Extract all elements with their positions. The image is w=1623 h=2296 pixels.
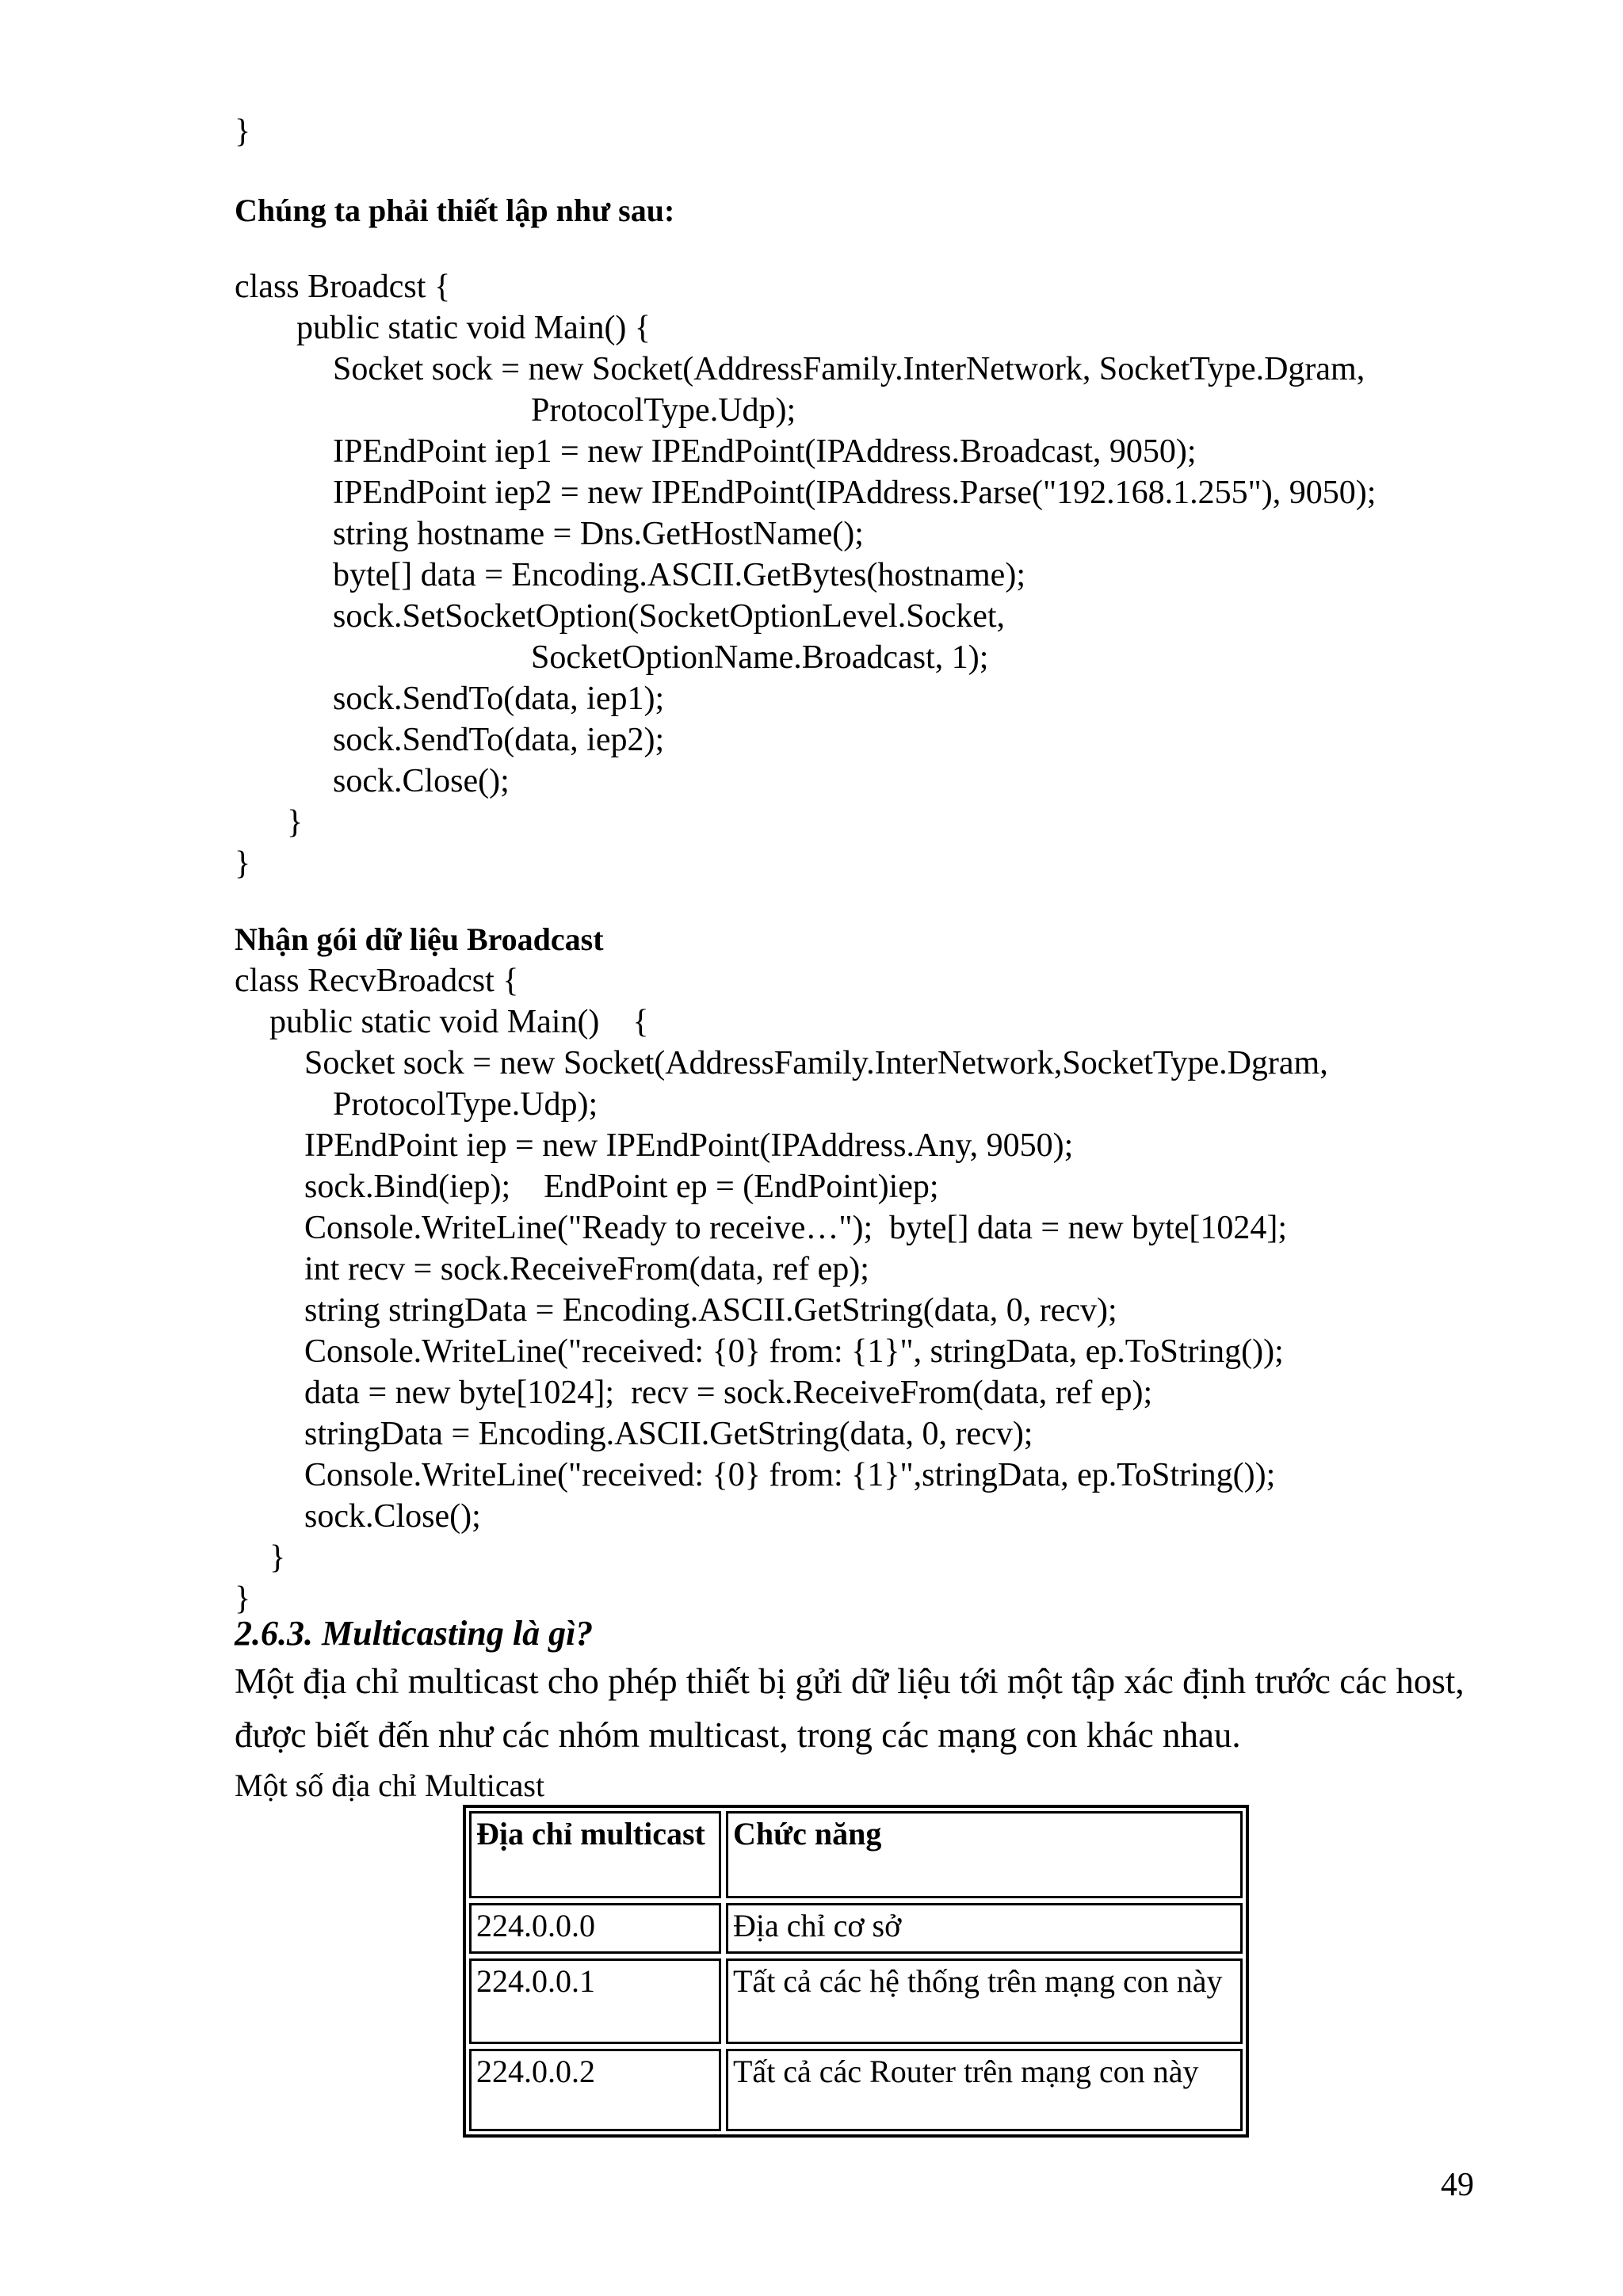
receive-heading: Nhận gói dữ liệu Broadcast: [235, 921, 604, 957]
code-line: }: [235, 845, 251, 882]
code-line: class RecvBroadcst {: [235, 963, 519, 999]
code-line: byte[] data = Encoding.ASCII.GetBytes(hostname);: [333, 557, 1025, 593]
code-line: sock.SendTo(data, iep2);: [333, 722, 665, 758]
code-line: Socket sock = new Socket(AddressFamily.InterNetwork, SocketType.Dgram,: [333, 351, 1365, 387]
code-line: Console.WriteLine("received: {0} from: {1}",stringData, ep.ToString());: [304, 1457, 1276, 1493]
code-line: sock.Close();: [333, 763, 510, 799]
paragraph-line: được biết đến như các nhóm multicast, trong các mạng con khác nhau.: [235, 1715, 1241, 1755]
code-line: public static void Main() {: [269, 1004, 649, 1040]
code-line: }: [235, 1581, 251, 1617]
code-closing-brace: }: [235, 113, 251, 150]
code-line: stringData = Encoding.ASCII.GetString(data, 0, recv);: [304, 1416, 1033, 1452]
code-line: sock.Bind(iep); EndPoint ep = (EndPoint)iep;: [304, 1169, 939, 1205]
paragraph-line: Một địa chỉ multicast cho phép thiết bị gửi dữ liệu tới một tập xác định trước các host,: [235, 1661, 1465, 1701]
table-header-function: Chức năng: [726, 1811, 1243, 1898]
code-line: string hostname = Dns.GetHostName();: [333, 516, 864, 552]
table-cell-address: 224.0.0.1: [469, 1958, 721, 2044]
code-line: IPEndPoint iep1 = new IPEndPoint(IPAddress.Broadcast, 9050);: [333, 433, 1197, 470]
code-line: ProtocolType.Udp);: [333, 1086, 598, 1123]
code-line: sock.Close();: [304, 1498, 481, 1535]
code-line: int recv = sock.ReceiveFrom(data, ref ep);: [304, 1251, 869, 1287]
code-line: IPEndPoint iep2 = new IPEndPoint(IPAddress.Parse("192.168.1.255"), 9050);: [333, 475, 1377, 511]
code-line: }: [269, 1539, 286, 1576]
table-cell-function: Địa chỉ cơ sở: [726, 1903, 1243, 1954]
page-number: 49: [1441, 2167, 1474, 2203]
table-cell-function: Tất cả các Router trên mạng con này: [726, 2049, 1243, 2131]
table-cell-function: Tất cả các hệ thống trên mạng con này: [726, 1958, 1243, 2044]
section-heading: 2.6.3. Multicasting là gì?: [235, 1614, 594, 1653]
code-line: sock.SendTo(data, iep1);: [333, 681, 665, 717]
code-line: Console.WriteLine("Ready to receive…"); byte[] data = new byte[1024];: [304, 1210, 1288, 1246]
code-line: string stringData = Encoding.ASCII.GetString(data, 0, recv);: [304, 1292, 1117, 1329]
code-line: Socket sock = new Socket(AddressFamily.InterNetwork,SocketType.Dgram,: [304, 1045, 1328, 1081]
code-line: public static void Main() {: [296, 310, 651, 346]
table-cell-address: 224.0.0.0: [469, 1903, 721, 1954]
code-line: IPEndPoint iep = new IPEndPoint(IPAddress.Any, 9050);: [304, 1127, 1074, 1164]
code-line: class Broadcst {: [235, 269, 451, 305]
code-line: }: [287, 804, 304, 841]
setup-heading: Chúng ta phải thiết lập như sau:: [235, 193, 675, 228]
code-line: Console.WriteLine("received: {0} from: {1}", stringData, ep.ToString());: [304, 1333, 1284, 1370]
code-line: SocketOptionName.Broadcast, 1);: [531, 639, 989, 676]
code-line: ProtocolType.Udp);: [531, 392, 796, 429]
multicast-table: [463, 1805, 1249, 2138]
table-caption: Một số địa chỉ Multicast: [235, 1768, 545, 1803]
table-header-address: Địa chỉ multicast: [469, 1811, 721, 1898]
code-line: data = new byte[1024]; recv = sock.ReceiveFrom(data, ref ep);: [304, 1375, 1153, 1411]
table-cell-address: 224.0.0.2: [469, 2049, 721, 2131]
code-line: sock.SetSocketOption(SocketOptionLevel.Socket,: [333, 598, 1006, 635]
